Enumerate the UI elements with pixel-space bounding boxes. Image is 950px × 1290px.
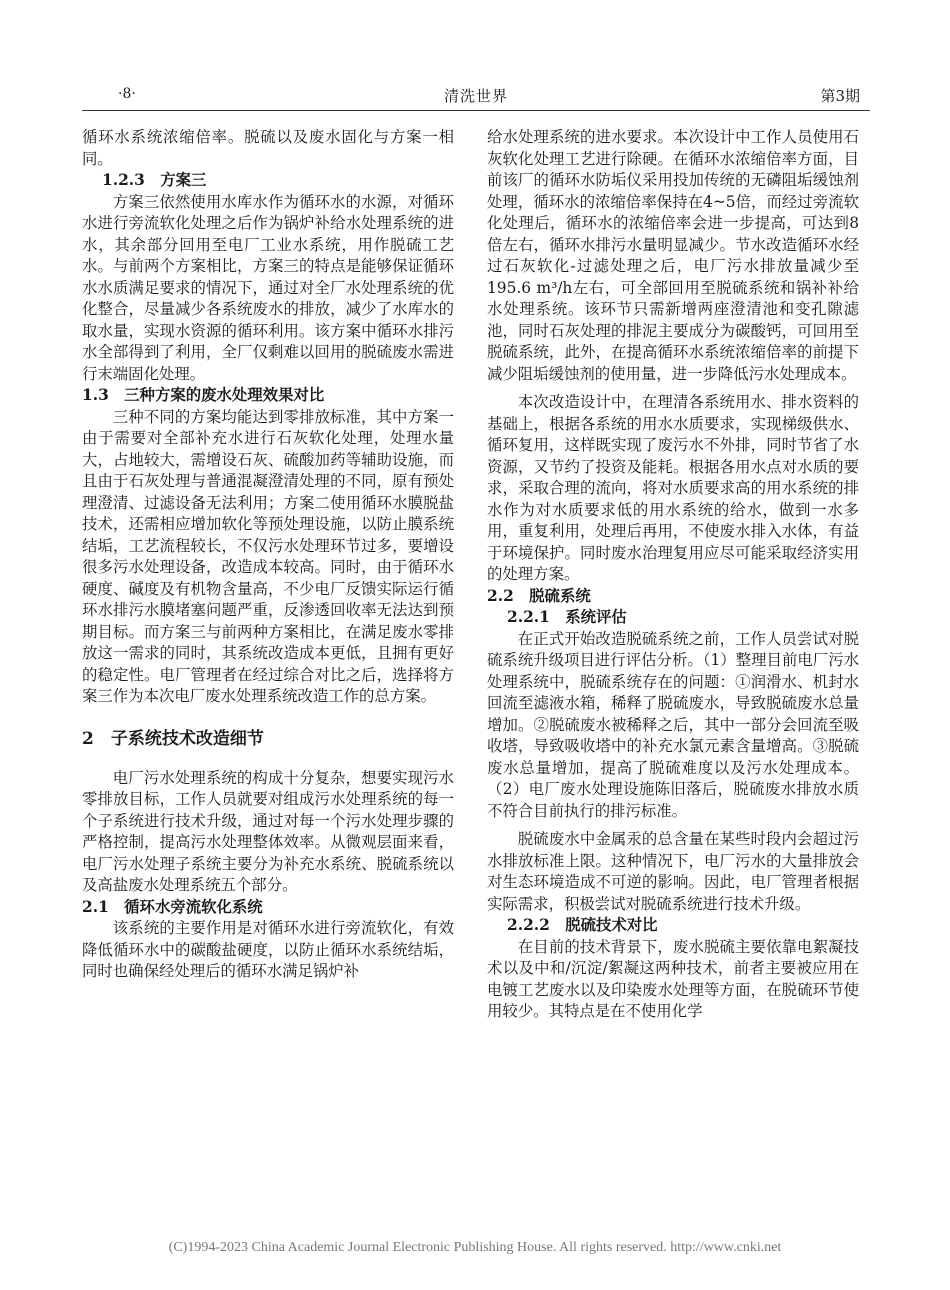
- paragraph: 在目前的技术背景下，废水脱硫主要依靠电絮凝技术以及中和/沉淀/絮凝这两种技术，前者主要被应用在电镀工艺废水以及印染废水处理等方面，在脱硫环节使用较少。其特点是在不使用化学: [487, 937, 859, 1020]
- journal-title: 清洗世界: [443, 87, 508, 105]
- paragraph: 电厂污水处理系统的构成十分复杂，想要实现污水零排放目标，工作人员就要对组成污水处理系统的每一个子系统进行技术升级，通过对每一个污水处理步骤的严格控制，提高污水处理整体效率。从微观层面来看，电厂污水处理子系统主要分为补充水系统、脱硫系统以及高盐废水处理系统五个部分。: [82, 768, 454, 894]
- copyright-footer: (C)1994-2023 China Academic Journal Electronic Publishing House. All rights reserved. http://www.cnki.net: [168, 1240, 782, 1255]
- page-number: ·8·: [118, 86, 136, 102]
- section-heading-2: 2 子系统技术改造细节: [82, 728, 264, 749]
- paragraph: 三种不同的方案均能达到零排放标准，其中方案一由于需要对全部补充水进行石灰软化处理，处理水量大，占地较大，需增设石灰、硫酸加药等辅助设施，而且由于石灰处理与普通混凝澄清处理的不同，原有预处理澄清、过滤设备无法利用；方案二使用循环水膜脱盐技术，还需相应增加软化等预处理设施，以防止膜系统结垢，工艺流程较长，不仅污水处理环节过多，要增设很多污水处理设备，改造成本较高。同时，由于循环水硬度、碱度及有机物含量高，不少电厂反馈实际运行循环水排污水膜堵塞问题严重，反渗透回收率无法达到预期目标。而方案三与前两种方案相比，在满足废水零排放这一需求的同时，其系统改造成本更低，且拥有更好的稳定性。电厂管理者在经过综合对比之后，选择将方案三作为本次电厂废水处理系统改造工作的总方案。: [82, 407, 454, 705]
- page-header: [82, 80, 870, 110]
- right-column: [487, 127, 859, 1023]
- paragraph: 在正式开始改造脱硫系统之前，工作人员尝试对脱硫系统升级项目进行评估分析。（1）整理目前电厂污水处理系统中，脱硫系统存在的问题：①润滑水、机封水回流至滤液水箱，稀释了脱硫废水，导致脱硫废水总量增加。②脱硫废水被稀释之后，其中一部分会回流至吸收塔，导致吸收塔中的补充水氯元素含量增高。③脱硫废水总量增加，提高了脱硫难度以及污水处理成本。（2）电厂废水处理设施陈旧落后，脱硫废水排放水质不符合目前执行的排污标准。: [487, 629, 859, 820]
- paragraph: 本次改造设计中，在理清各系统用水、排水资料的基础上，根据各系统的用水水质要求，实现梯级供水、循环复用，这样既实现了废污水不外排，同时节省了水资源，又节约了投资及能耗。根据各用水点对水质的要求，采取合理的流向，将对水质要求高的用水系统的排水作为对水质要求低的用水系统的给水，做到一水多用，重复利用，处理后再用，不使废水排入水体，有益于环境保护。同时废水治理复用应尽可能采取经济实用的处理方案。: [487, 393, 859, 583]
- paragraph: 给水处理系统的进水要求。本次设计中工作人员使用石灰软化处理工艺进行除硬。在循环水浓缩倍率方面，目前该厂的循环水防垢仪采用投加传统的无磷阻垢缓蚀剂处理，循环水的浓缩倍率保持在4~5倍，而经过旁流软化处理后，循环水的浓缩倍率会进一步提高，可达到8倍左右，循环水排污水量明显减少。节水改造循环水经过石灰软化-过滤处理之后，电厂污水排放量减少至195.6 m³/h左右，可全部回用至脱硫系统和锅补补给水处理系统。该环节只需新增两座澄清池和变孔隙滤池，同时石灰处理的排泥主要成分为碳酸钙，可回用至脱硫系统，此外，在提高循环水系统浓缩倍率的前提下减少阻垢缓蚀剂的使用量，进一步降低污水处理成本。: [487, 128, 859, 383]
- paragraph: 脱硫废水中金属汞的总含量在某些时段内会超过污水排放标准上限。这种情况下，电厂污水的大量排放会对生态环境造成不可逆的影响。因此，电厂管理者根据实际需求，积极尝试对脱硫系统进行技术升级。: [487, 830, 859, 913]
- section-heading-2-1: 2.1 循环水旁流软化系统: [82, 897, 263, 916]
- section-heading-2-2-2: 2.2.2 脱硫技术对比: [507, 916, 658, 934]
- paragraph: 循环水系统浓缩倍率。脱硫以及废水固化与方案一相同。: [82, 128, 454, 168]
- left-column: [82, 127, 454, 983]
- section-heading-2-2-1: 2.2.1 系统评估: [507, 608, 627, 626]
- paragraph: 方案三依然使用水库水作为循环水的水源，对循环水进行旁流软化处理之后作为锅炉补给水处理系统的进水，其余部分回用至电厂工业水系统，用作脱硫工艺水。与前两个方案相比，方案三的特点是能够保证循环水水质满足要求的情况下，通过对全厂水处理系统的优化整合，尽量减少各系统废水的排放，减少了水库水的取水量，实现水资源的循环利用。该方案中循环水排污水全部得到了利用，全厂仅剩难以回用的脱硫废水需进行末端固化处理。: [82, 192, 454, 383]
- section-heading-2-2: 2.2 脱硫系统: [487, 586, 591, 605]
- issue-label: 第3期: [820, 87, 860, 105]
- section-heading-1-3: 1.3 三种方案的废水处理效果对比: [82, 386, 325, 404]
- paragraph: 该系统的主要作用是对循环水进行旁流软化，有效降低循环水中的碳酸盐硬度，以防止循环水系统结垢，同时也确保经处理后的循环水满足锅炉补: [82, 919, 454, 980]
- header-rule: [82, 110, 870, 111]
- section-heading-1-2-3: 1.2.3 方案三: [102, 171, 207, 189]
